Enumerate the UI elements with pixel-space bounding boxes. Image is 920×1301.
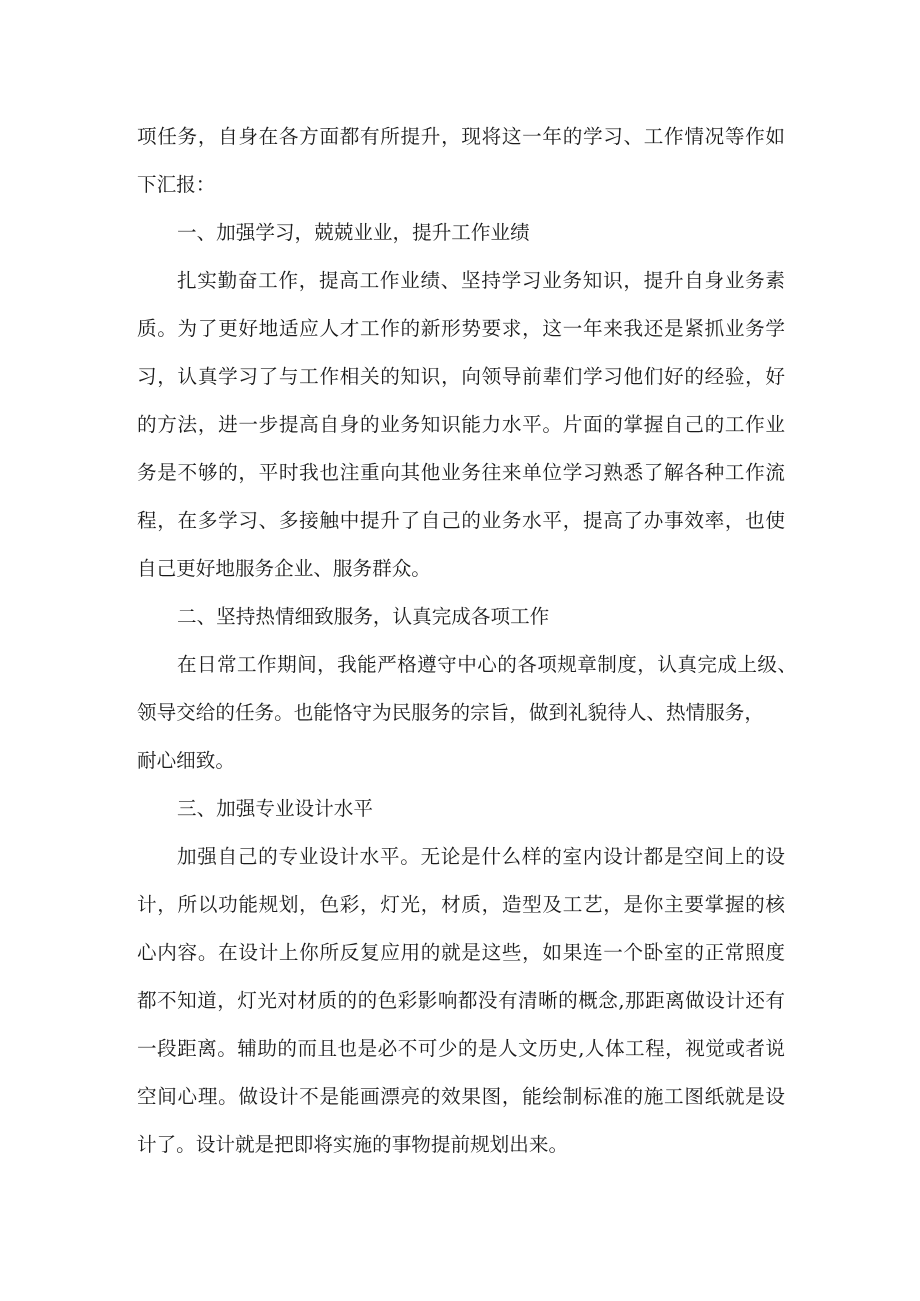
paragraph-line: 领导交给的任务。也能恪守为民服务的宗旨，做到礼貌待人、热情服务，	[137, 701, 764, 724]
paragraph-line: 的方法，进一步提高自身的业务知识能力水平。片面的掌握自己的工作业	[137, 413, 785, 436]
paragraph-line: 习，认真学习了与工作相关的知识，向领导前辈们学习他们好的经验，好	[137, 365, 785, 388]
section-heading-2: 二、坚持热情细致服务，认真完成各项工作	[177, 605, 550, 628]
section-heading-3: 三、加强专业设计水平	[177, 797, 373, 820]
section-heading-1: 一、加强学习，兢兢业业，提升工作业绩	[177, 221, 530, 244]
paragraph-line: 扎实勤奋工作，提高工作业绩、坚持学习业务知识，提升自身业务素	[177, 269, 785, 292]
paragraph-line: 心内容。在设计上你所反复应用的就是这些，如果连一个卧室的正常照度	[137, 941, 785, 964]
paragraph-line: 在日常工作期间，我能严格遵守中心的各项规章制度，认真完成上级、	[177, 653, 797, 676]
paragraph-line: 务是不够的，平时我也注重向其他业务往来单位学习熟悉了解各种工作流	[137, 461, 785, 484]
paragraph-line: 加强自己的专业设计水平。无论是什么样的室内设计都是空间上的设	[177, 845, 785, 868]
paragraph-line: 计了。设计就是把即将实施的事物提前规划出来。	[137, 1133, 569, 1156]
paragraph-line: 计，所以功能规划，色彩，灯光，材质，造型及工艺，是你主要掌握的核	[137, 893, 785, 916]
paragraph-line: 程，在多学习、多接触中提升了自己的业务水平，提高了办事效率，也使	[137, 509, 785, 532]
paragraph-line: 自己更好地服务企业、服务群众。	[137, 557, 431, 580]
paragraph-line: 质。为了更好地适应人才工作的新形势要求，这一年来我还是紧抓业务学	[137, 317, 785, 340]
paragraph-line: 项任务，自身在各方面都有所提升，现将这一年的学习、工作情况等作如	[137, 125, 785, 148]
paragraph-line: 一段距离。辅助的而且也是必不可少的是人文历史,人体工程，视觉或者说	[137, 1037, 785, 1060]
paragraph-line: 空间心理。做设计不是能画漂亮的效果图，能绘制标准的施工图纸就是设	[137, 1085, 785, 1108]
paragraph-line: 都不知道，灯光对材质的的色彩影响都没有清晰的概念,那距离做设计还有	[137, 989, 785, 1012]
paragraph-line: 下汇报：	[137, 173, 216, 196]
paragraph-line: 耐心细致。	[137, 749, 235, 772]
